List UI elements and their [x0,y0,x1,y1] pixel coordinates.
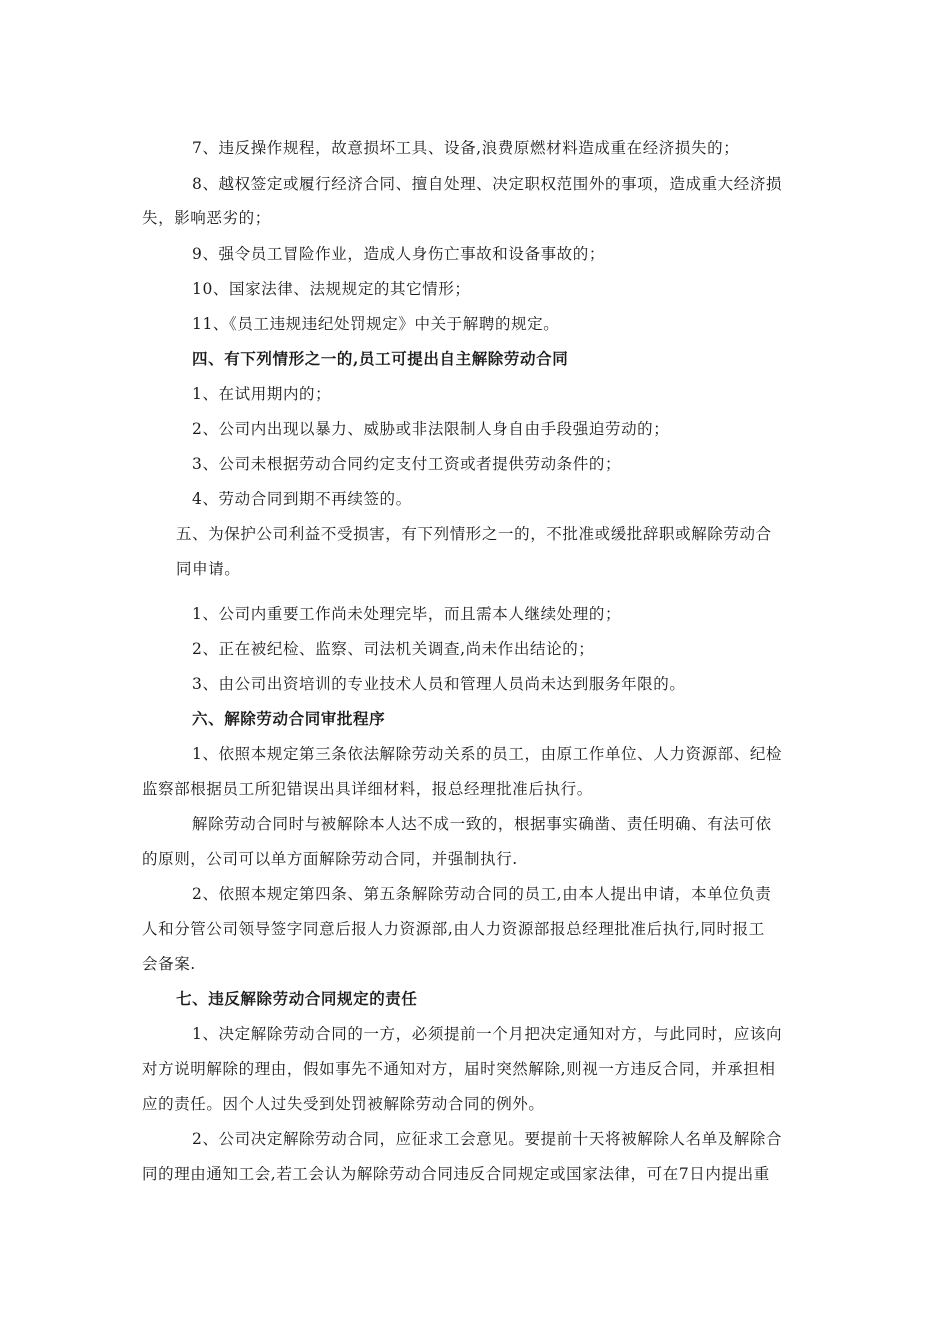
text-line-item-9: 9、强令员工冒险作业，造成人身伤亡事故和设备事故的； [192,245,605,263]
text-line-s5-item-2: 2、正在被纪检、监察、司法机关调查,尚未作出结论的； [192,640,595,658]
text-line-s7-p1-cont: 对方说明解除的理由，假如事先不通知对方，届时突然解除,则视一方违反合同，并承担相 [142,1060,776,1078]
text-line-s6-p1: 1、依照本规定第三条依法解除劳动关系的员工，由原工作单位、人力资源部、纪检 [192,745,783,763]
text-line-s6-p2: 解除劳动合同时与被解除本人达不成一致的，根据事实确凿、责任明确、有法可依 [192,815,772,833]
text-line-item-10: 10、国家法律、法规规定的其它情形； [192,280,471,298]
text-line-s6-p2-cont: 的原则，公司可以单方面解除劳动合同，并强制执行. [142,850,518,868]
section-heading-6: 六、解除劳动合同审批程序 [192,709,386,728]
text-line-s6-p3-end: 会备案. [142,955,196,973]
text-line-s4-item-1: 1、在试用期内的； [192,385,332,403]
section-heading-4: 四、有下列情形之一的,员工可提出自主解除劳动合同 [192,349,569,368]
text-line-s4-item-2: 2、公司内出现以暴力、威胁或非法限制人身自由手段强迫劳动的； [192,420,670,438]
text-line-s7-p1: 1、决定解除劳动合同的一方，必须提前一个月把决定通知对方，与此同时，应该向 [192,1025,783,1043]
text-line-s7-p2-cont: 同的理由通知工会,若工会认为解除劳动合同违反合同规定或国家法律，可在7日内提出重 [142,1165,770,1183]
section-heading-5-cont: 同申请。 [176,560,241,578]
section-heading-5: 五、为保护公司利益不受损害，有下列情形之一的，不批准或缓批辞职或解除劳动合 [176,525,772,543]
text-line-item-11: 11、《员工违规违纪处罚规定》中关于解聘的规定。 [192,315,560,333]
text-line-s7-p1-end: 应的责任。因个人过失受到处罚被解除劳动合同的例外。 [142,1095,545,1113]
text-line-s6-p3: 2、依照本规定第四条、第五条解除劳动合同的员工,由本人提出申请，本单位负责 [192,885,772,903]
text-line-s5-item-1: 1、公司内重要工作尚未处理完毕，而且需本人继续处理的； [192,605,622,623]
text-line-item-8-cont: 失，影响恶劣的； [142,209,271,227]
text-line-s4-item-3: 3、公司未根据劳动合同约定支付工资或者提供劳动条件的； [192,455,622,473]
text-line-item-8: 8、越权签定或履行经济合同、擅自处理、决定职权范围外的事项，造成重大经济损 [192,175,783,193]
text-line-s7-p2: 2、公司决定解除劳动合同，应征求工会意见。要提前十天将被解除人名单及解除合 [192,1130,783,1148]
text-line-s6-p1-cont: 监察部根据员工所犯错误出具详细材料，报总经理批准后执行。 [142,780,593,798]
text-line-s4-item-4: 4、劳动合同到期不再续签的。 [192,490,412,508]
section-heading-7: 七、违反解除劳动合同规定的责任 [176,989,418,1008]
text-line-s5-item-3: 3、由公司出资培训的专业技术人员和管理人员尚未达到服务年限的。 [192,675,686,693]
text-line-s6-p3-cont: 人和分管公司领导签字同意后报人力资源部,由人力资源部报总经理批准后执行,同时报工 [142,920,765,938]
text-line-item-7: 7、违反操作规程，故意损坏工具、设备,浪费原燃材料造成重在经济损失的； [192,139,740,157]
